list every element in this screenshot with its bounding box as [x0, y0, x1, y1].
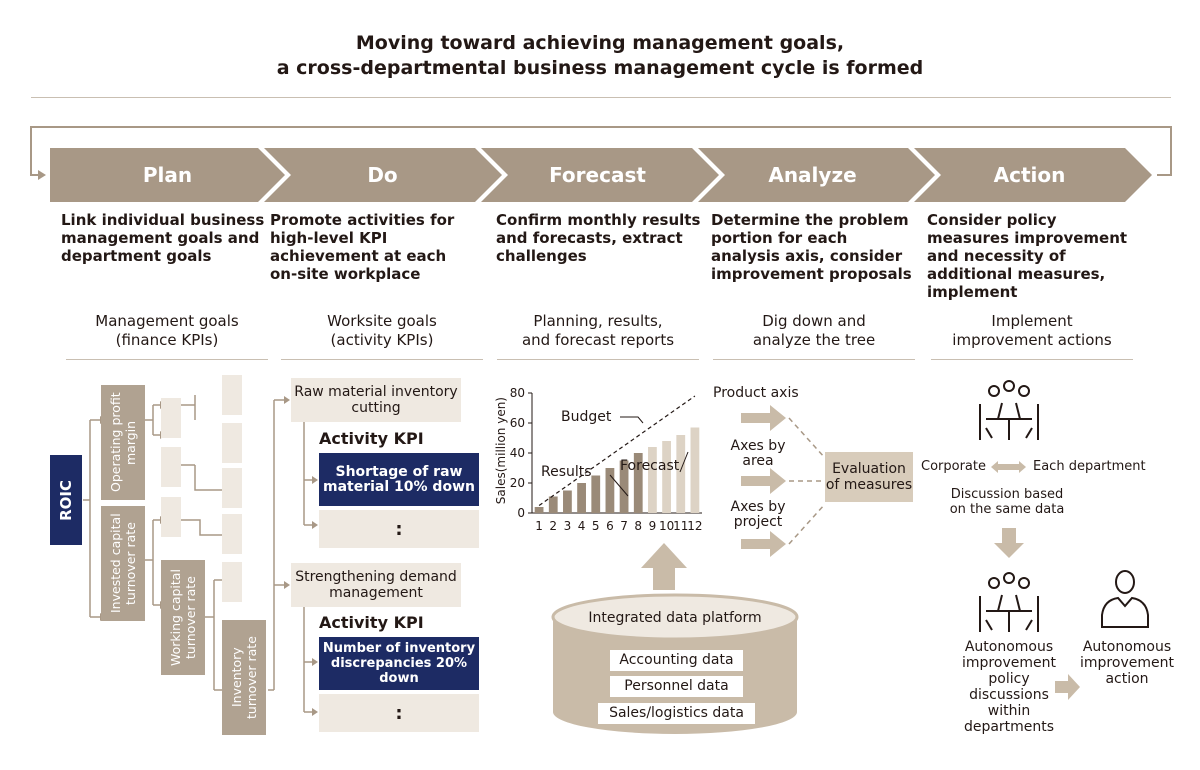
chart-xtick-label: 1 [535, 519, 543, 533]
diagram-title-line2: a cross-departmental business management cycle is formed [276, 57, 924, 79]
meeting-icon [980, 381, 1038, 440]
worksite-goal-demand-management: Strengthening demand management [291, 563, 461, 607]
chart-ylabel: Sales(million yen) [494, 396, 508, 505]
step-label-analyze: Analyze [768, 163, 857, 187]
kpi-node-operating-profit-margin: Operating profit margin [101, 385, 145, 500]
chart-annotation-results: Results [541, 464, 592, 480]
chart-xtick-label: 10 [658, 519, 675, 533]
chart-xtick-label: 6 [606, 519, 614, 533]
platform-item-sales-logistics: Sales/logistics data [598, 703, 755, 724]
kpi-node-inventory-turnover: Inventory turnover rate [222, 620, 266, 735]
chart-xtick-label: 8 [634, 519, 643, 533]
activity-kpi-more: : [319, 510, 479, 548]
chart-xtick-label: 4 [577, 519, 586, 533]
chart-ytick-label: 60 [509, 416, 525, 430]
step-label-plan: Plan [142, 163, 193, 187]
label-autonomous-action: Autonomous improvement action [1080, 639, 1174, 687]
section-header-dig-down: Dig down and analyze the tree [752, 312, 876, 349]
bidirectional-arrow-icon [991, 461, 1026, 473]
activity-kpi-shortage: Shortage of raw material 10% down [319, 453, 479, 506]
section-header-management-goals: Management goals (finance KPIs) [95, 312, 239, 349]
platform-title: Integrated data platform [588, 610, 762, 626]
chart-xtick-label: 9 [648, 519, 657, 533]
analysis-axis-product: Product axis [713, 385, 799, 401]
step-description-forecast: Confirm monthly results and forecasts, extract challenges [496, 211, 701, 265]
kpi-node-invested-capital-turnover: Invested capital turnover rate [101, 506, 145, 621]
section-header-reports: Planning, results, and forecast reports [521, 312, 675, 349]
platform-item-personnel: Personnel data [610, 676, 743, 697]
diagram-title-line1: Moving toward achieving management goals, [355, 32, 845, 54]
chart-xtick-label: 2 [549, 519, 558, 533]
analysis-axis-area: Axes by area [730, 438, 786, 469]
chart-xtick-label: 7 [620, 519, 628, 533]
activity-kpi-label: Activity KPI [319, 613, 424, 632]
down-arrow-icon [994, 528, 1024, 558]
chart-xtick-label: 12 [687, 519, 703, 533]
chart-xtick-label: 11 [673, 519, 689, 533]
activity-kpi-label: Activity KPI [319, 429, 424, 448]
step-label-action: Action [993, 163, 1066, 187]
chart-ytick-label: 80 [509, 386, 525, 400]
label-autonomous-discussions: Autonomous improvement policy discussions within departments [962, 639, 1056, 735]
chart-ytick-label: 20 [509, 476, 525, 490]
step-description-analyze: Determine the problem portion for each analysis axis, consider improvement proposals [711, 211, 912, 283]
person-icon [1102, 571, 1148, 627]
analysis-axis-project: Axes by project [730, 499, 786, 530]
chart-annotation-budget: Budget [561, 409, 612, 425]
step-label-forecast: Forecast [549, 163, 646, 187]
step-description-do: Promote activities for high-level KPI achievement at each on-site workplace [270, 211, 455, 283]
chart-xtick-label: 3 [563, 519, 572, 533]
chart-annotation-forecast: Forecast [620, 458, 680, 474]
step-description-action: Consider policy measures improvement and necessity of additional measures, implement [927, 211, 1128, 301]
kpi-node-working-capital-turnover: Working capital turnover rate [161, 560, 205, 675]
activity-kpi-inventory-discrepancies: Number of inventory discrepancies 20% down [319, 637, 479, 690]
meeting-icon [980, 573, 1038, 632]
section-header-implement: Implement improvement actions [952, 312, 1112, 349]
label-corporate: Corporate [921, 459, 986, 474]
label-discussion-same-data: Discussion based on the same data [949, 487, 1065, 517]
section-header-worksite-goals: Worksite goals (activity KPIs) [327, 312, 437, 349]
chart-ytick-label: 0 [517, 506, 525, 520]
evaluation-of-measures: Evaluation of measures [825, 452, 913, 502]
worksite-goal-raw-material: Raw material inventory cutting [291, 378, 461, 422]
step-label-do: Do [367, 163, 398, 187]
chart-ytick-label: 40 [509, 446, 525, 460]
platform-item-accounting: Accounting data [610, 650, 743, 671]
chart-xtick-label: 5 [591, 519, 600, 533]
activity-kpi-more: : [319, 694, 479, 732]
kpi-node-roic: ROIC [50, 455, 82, 545]
step-description-plan: Link individual business management goals and department goals [61, 211, 265, 265]
label-each-department: Each department [1033, 459, 1146, 474]
